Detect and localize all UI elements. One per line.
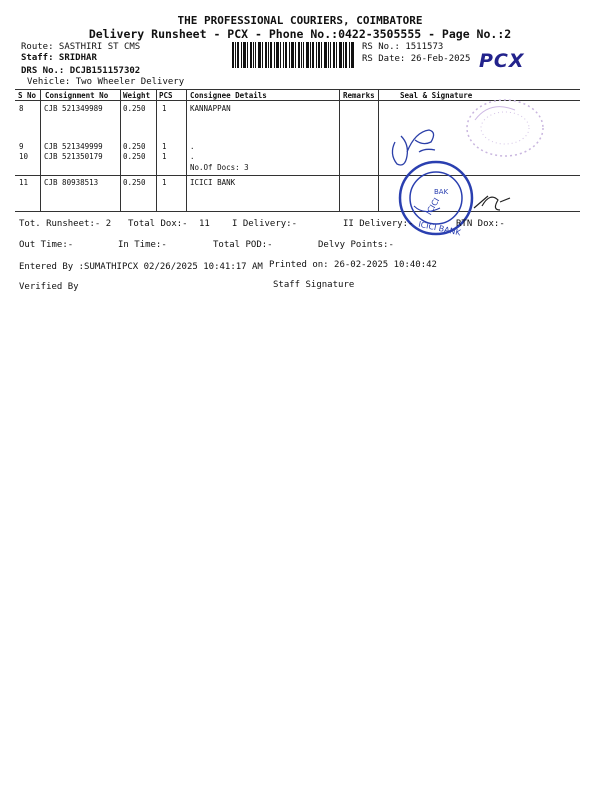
ii-delivery: II Delivery:- — [343, 219, 414, 229]
out-time: Out Time:- — [19, 240, 74, 250]
entered-by: Entered By :SUMATHIPCX 02/26/2025 10:41:17 AM — [19, 262, 263, 272]
rs-number: RS No.: 1511573 — [362, 42, 444, 52]
document-title: Delivery Runsheet - PCX - Phone No.:0422-3505555 - Page No.:2 — [88, 27, 512, 41]
total-pod: Total POD:- — [213, 240, 273, 250]
column-divider — [40, 89, 41, 211]
verified-by: Verified By — [19, 282, 79, 292]
table-row-divider — [15, 175, 580, 176]
cell-consignment: CJB 521350179 — [44, 152, 103, 161]
column-divider — [120, 89, 121, 211]
signature-mark — [470, 188, 520, 218]
cell-consignee: . — [190, 152, 195, 161]
total-runsheet: Tot. Runsheet:- 2 — [19, 219, 112, 229]
printed-on: Printed on: 26-02-2025 10:40:42 — [269, 260, 437, 270]
column-divider — [156, 89, 157, 211]
barcode-graphic — [232, 42, 354, 68]
column-header-weight: Weight — [123, 91, 151, 100]
cell-pcs: 1 — [162, 178, 167, 187]
cell-consignment: CJB 80938513 — [44, 178, 99, 187]
cell-consignment: CJB 521349989 — [44, 104, 103, 113]
cell-consignee: ICICI BANK — [190, 178, 236, 187]
total-dox-label: Total Dox:- — [128, 219, 188, 229]
cell-sno: 8 — [19, 104, 24, 113]
vehicle-label: Vehicle: Two Wheeler Delivery — [27, 77, 185, 87]
faint-seal-stamp — [455, 90, 550, 165]
delivery-points: Delvy Points:- — [318, 240, 394, 250]
column-header-consignee: Consignee Details — [190, 91, 267, 100]
stamp-text: ICICI BANK — [417, 219, 462, 238]
pcx-logo: PCX — [479, 50, 525, 72]
staff-signature: Staff Signature — [273, 280, 355, 290]
cell-consignee: KANNAPPAN — [190, 104, 231, 113]
column-divider — [186, 89, 187, 211]
column-header-consignment: Consignment No — [45, 91, 109, 100]
cell-sno: 9 — [19, 142, 24, 151]
drs-number: DRS No.: DCJB151157302 — [21, 66, 141, 76]
svg-text:BAK: BAK — [434, 188, 449, 196]
column-header-seal-signature: Seal & Signature — [400, 91, 473, 100]
column-divider — [378, 89, 379, 211]
cell-weight: 0.250 — [123, 152, 146, 161]
cell-sno: 11 — [19, 178, 29, 187]
cell-pcs: 1 — [162, 142, 167, 151]
column-header-sno: S No — [18, 91, 37, 100]
cell-consignment: CJB 521349999 — [44, 142, 103, 151]
rtn-dox: RTN Dox:- — [456, 219, 505, 229]
column-header-pcs: PCS — [159, 91, 173, 100]
cell-consignee: . — [190, 142, 195, 151]
i-delivery: I Delivery:- — [232, 219, 298, 229]
total-dox-value: 11 — [199, 219, 210, 229]
column-divider — [339, 89, 340, 211]
staff-label: Staff: SRIDHAR — [21, 53, 97, 63]
cell-pcs: 1 — [162, 104, 167, 113]
cell-weight: 0.250 — [123, 104, 146, 113]
cell-weight: 0.250 — [123, 178, 146, 187]
cell-pcs: 1 — [162, 152, 167, 161]
route-label: Route: SASTHIRI ST CMS — [21, 42, 141, 52]
company-name: THE PROFESSIONAL COURIERS, COIMBATORE — [177, 14, 423, 27]
cell-sno: 10 — [19, 152, 29, 161]
svg-text:ICICI: ICICI — [424, 196, 442, 217]
column-header-remarks: Remarks — [343, 91, 375, 100]
cell-weight: 0.250 — [123, 142, 146, 151]
cell-doc-count: No.Of Docs: 3 — [190, 163, 249, 172]
in-time: In Time:- — [118, 240, 167, 250]
rs-date: RS Date: 26-Feb-2025 — [362, 54, 471, 64]
